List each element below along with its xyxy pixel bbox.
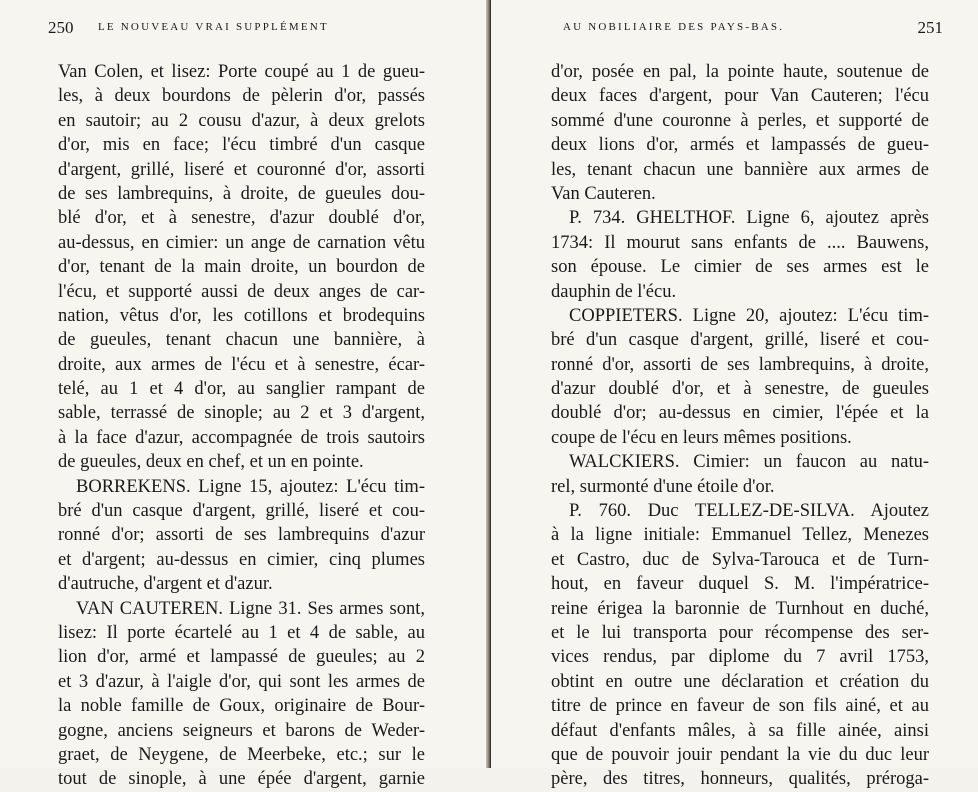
- text-line: l'écu, et supporté aussi de deux anges de car-: [58, 281, 425, 302]
- text-line: bré d'un casque d'argent, grillé, liseré et cou-: [551, 330, 929, 351]
- right-page-number: 251: [917, 18, 943, 37]
- text-line: hout, en faveur duquel S. M. l'impératrice-: [551, 574, 929, 595]
- left-page-body: [58, 60, 425, 792]
- text-line: tout de sinople, à une épée d'argent, garnie: [58, 769, 425, 790]
- text-line: doublé d'or; au-dessus en cimier, l'épée et la: [551, 403, 929, 424]
- text-line: ronné d'or, assorti de ses lambrequins, à droite,: [551, 354, 929, 375]
- text-line: graet, de Neygene, de Meerbeke, etc.; sur le: [58, 744, 425, 765]
- text-line: les, à deux bourdons de pèlerin d'or, passés: [58, 86, 425, 107]
- left-page-header: [48, 18, 448, 38]
- text-line: d'or, mis en face; l'écu timbré d'un casque: [58, 135, 425, 156]
- text-line: de gueules, tenant chacun une bannière, à: [58, 330, 425, 351]
- text-line: père, des titres, honneurs, qualités, préroga-: [551, 769, 929, 790]
- text-line: VAN CAUTEREN. Ligne 31. Ses armes sont,: [76, 598, 425, 619]
- text-line: en sautoir; au 2 cousu d'azur, à deux grelots: [58, 110, 425, 131]
- text-line: BORREKENS. Ligne 15, ajoutez: L'écu tim-: [76, 476, 425, 497]
- text-line: la noble famille de Goux, originaire de Bour-: [58, 696, 425, 717]
- text-line: droite, aux armes de l'écu et à senestre, écar-: [58, 354, 425, 375]
- text-line: d'or, posée en pal, la pointe haute, soutenue de: [551, 62, 929, 82]
- text-line: deux lions d'or, armés et lampassés de gueu-: [551, 135, 929, 156]
- text-line: et d'argent; au-dessus en cimier, cinq plumes: [58, 549, 425, 570]
- left-page-number: 250: [48, 18, 74, 37]
- left-running-title: LE NOUVEAU VRAI SUPPLÉMENT: [98, 21, 329, 33]
- text-line: à la ligne initiale: Emmanuel Tellez, Menezes: [551, 525, 929, 546]
- text-line: que de pouvoir jouir pendant la vie du duc leur: [551, 744, 929, 765]
- text-line: vices rendus, par diplome du 7 avril 1753,: [551, 647, 929, 668]
- text-line: coupe de l'écu en leurs mêmes positions.: [551, 427, 852, 448]
- text-line: et Castro, duc de Sylva-Tarouca et de Turn-: [551, 549, 929, 570]
- right-page-header: [553, 18, 943, 38]
- text-line: lion d'or, armé et lampassé de gueules; au 2: [58, 647, 425, 668]
- text-line: 1734: Il mourut sans enfants de .... Bauwens,: [551, 232, 929, 253]
- text-line: P. 760. Duc TELLEZ-DE-SILVA. Ajoutez: [569, 501, 929, 522]
- right-running-title: AU NOBILIAIRE DES PAYS-BAS.: [563, 21, 785, 33]
- text-line: bré d'un casque d'argent, grillé, liseré et cou-: [58, 501, 425, 522]
- text-line: d'or, tenant de la main droite, un bourdon de: [58, 257, 425, 278]
- text-line: défaut d'enfants mâles, à sa fille ainée, ainsi: [551, 720, 929, 741]
- right-page: [491, 0, 978, 790]
- text-line: P. 734. GHELTHOF. Ligne 6, ajoutez après: [569, 208, 929, 229]
- text-line: reine érigea la baronnie de Turnhout en duché,: [551, 598, 929, 619]
- text-line: titre de prince en faveur de son fils ainé, et au: [551, 696, 929, 717]
- text-line: rel, surmonté d'une étoile d'or.: [551, 476, 775, 497]
- text-line: les, tenant chacun une bannière aux armes de: [551, 159, 929, 180]
- text-line: sable, terrassé de sinople; au 2 et 3 d'argent,: [58, 403, 425, 424]
- text-line: son épouse. Le cimier de ses armes est le: [551, 257, 929, 278]
- text-line: de gueules, deux en chef, et un en pointe.: [58, 452, 364, 473]
- text-line: au-dessus, en cimier: un ange de carnation vêtu: [58, 232, 425, 253]
- text-line: d'autruche, d'argent et d'azur.: [58, 574, 273, 595]
- text-line: Van Colen, et lisez: Porte coupé au 1 de gueu-: [58, 62, 425, 82]
- text-line: Van Cauteren.: [551, 183, 656, 204]
- text-line: à la face d'azur, accompagnée de trois sautoirs: [58, 427, 425, 448]
- text-line: deux faces d'argent, pour Van Cauteren; l'écu: [551, 86, 929, 107]
- text-line: obtint en outre une déclaration et création du: [551, 671, 929, 692]
- text-line: et 3 d'azur, à l'aigle d'or, qui sont les armes de: [58, 671, 425, 692]
- text-line: telé, au 1 et 4 d'or, au sanglier rampant de: [58, 379, 425, 400]
- text-line: nation, vêtus d'or, les cotillons et brodequins: [58, 305, 425, 326]
- text-line: blé d'or, et à senestre, d'azur doublé d'or,: [58, 208, 425, 229]
- right-page-body: [551, 60, 929, 792]
- text-line: gogne, anciens seigneurs et barons de Weder-: [58, 720, 425, 741]
- text-line: lisez: Il porte écartelé au 1 et 4 de sable, au: [58, 622, 425, 643]
- text-line: WALCKIERS. Cimier: un faucon au natu-: [569, 452, 929, 473]
- text-line: et le lui transporta pour récompense des ser-: [551, 622, 929, 643]
- left-page: [0, 0, 489, 790]
- text-line: sommé d'une couronne à perles, et supporté de: [551, 110, 929, 131]
- text-line: dauphin de l'écu.: [551, 281, 677, 302]
- text-line: de ses lambrequins, à droite, de gueules dou-: [58, 183, 425, 204]
- text-line: ronné d'or; assorti de ses lambrequins d'azur: [58, 525, 425, 546]
- text-line: d'azur doublé d'or, et à senestre, de gueules: [551, 379, 929, 400]
- text-line: d'argent, grillé, liseré et couronné d'or, assorti: [58, 159, 425, 180]
- text-line: COPPIETERS. Ligne 20, ajoutez: L'écu tim-: [569, 305, 929, 326]
